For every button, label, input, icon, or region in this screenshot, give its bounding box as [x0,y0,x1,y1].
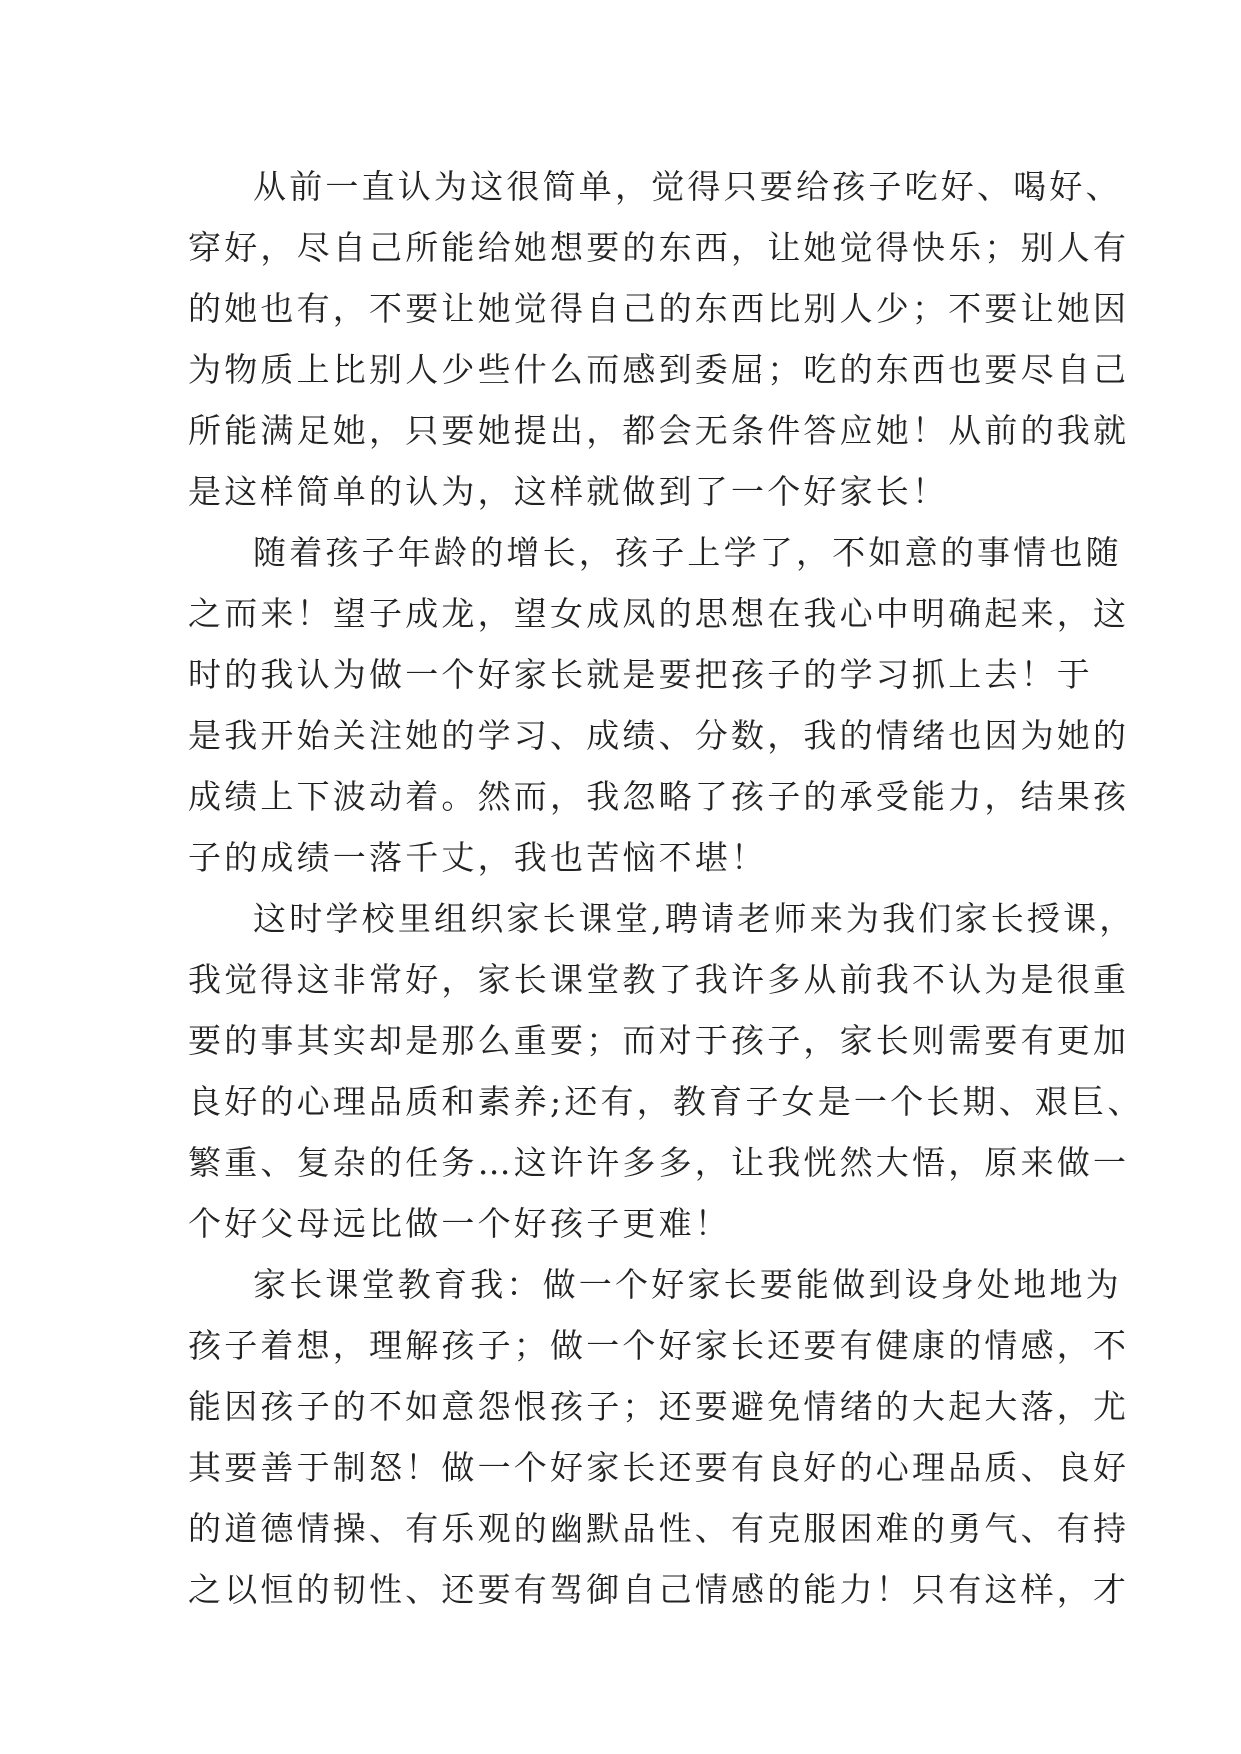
text-line: 要的事其实却是那么重要；而对于孩子，家长则需要有更加 [188,1021,1130,1060]
paragraph [188,1254,1130,1620]
text-line: 孩子着想，理解孩子；做一个好家长还要有健康的情感，不 [188,1326,1130,1365]
text-line: 子的成绩一落千丈，我也苦恼不堪！ [188,838,768,877]
text-line: 穿好，尽自己所能给她想要的东西，让她觉得快乐；别人有 [188,228,1130,267]
text-line: 时的我认为做一个好家长就是要把孩子的学习抓上去！于 [188,655,1093,694]
text-line: 所能满足她，只要她提出，都会无条件答应她！从前的我就 [188,411,1130,450]
body-text [188,156,1144,1620]
paragraph [188,156,1130,522]
text-line: 成绩上下波动着。然而，我忽略了孩子的承受能力，结果孩 [188,777,1130,816]
text-line: 繁重、复杂的任务…这许许多多，让我恍然大悟，原来做一 [188,1143,1130,1182]
text-line: 的她也有，不要让她觉得自己的东西比别人少；不要让她因 [188,289,1130,328]
text-line: 之以恒的韧性、还要有驾御自己情感的能力！只有这样，才 [188,1570,1130,1609]
text-line: 我觉得这非常好，家长课堂教了我许多从前我不认为是很重 [188,960,1130,999]
text-line: 之而来！望子成龙，望女成凤的思想在我心中明确起来，这 [188,594,1130,633]
text-line: 随着孩子年龄的增长，孩子上学了，不如意的事情也随 [253,533,1122,572]
text-line: 其要善于制怒！做一个好家长还要有良好的心理品质、良好 [188,1448,1130,1487]
text-line: 为物质上比别人少些什么而感到委屈；吃的东西也要尽自己 [188,350,1130,389]
text-line: 从前一直认为这很简单，觉得只要给孩子吃好、喝好、 [253,167,1122,206]
text-line: 良好的心理品质和素养;还有，教育子女是一个长期、艰巨、 [188,1082,1144,1121]
text-line: 是这样简单的认为，这样就做到了一个好家长！ [188,472,949,511]
text-line: 是我开始关注她的学习、成绩、分数，我的情绪也因为她的 [188,716,1130,755]
paragraph [188,522,1130,888]
text-line: 个好父母远比做一个好孩子更难！ [188,1204,731,1243]
paragraph [188,888,1144,1254]
text-line: 这时学校里组织家长课堂,聘请老师来为我们家长授课， [253,899,1136,938]
text-line: 的道德情操、有乐观的幽默品性、有克服困难的勇气、有持 [188,1509,1130,1548]
text-line: 能因孩子的不如意怨恨孩子；还要避免情绪的大起大落，尤 [188,1387,1130,1426]
text-line: 家长课堂教育我：做一个好家长要能做到设身处地地为 [253,1265,1122,1304]
